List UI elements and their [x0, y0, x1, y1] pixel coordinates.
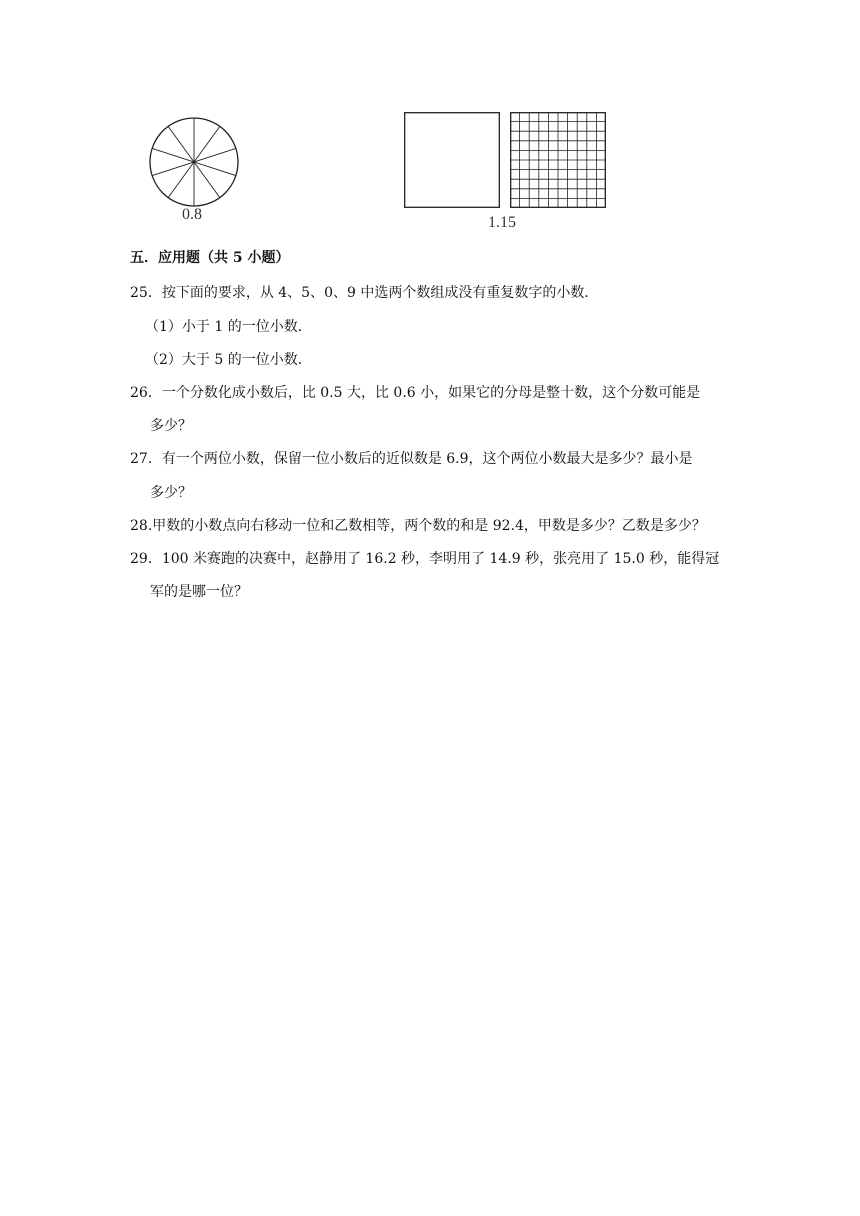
grid-lines: [510, 112, 606, 208]
question-29-line-1: 29．100 米赛跑的决赛中，赵静用了 16.2 秒，李明用了 14.9 秒，张亮用了 15.0 秒，能得冠: [130, 551, 720, 567]
question-27-line-1: 27．有一个两位小数，保留一位小数后的近似数是 6.9，这个两位小数最大是多少？最小是: [130, 451, 693, 467]
question-27-line-2: 多少？: [150, 485, 192, 501]
question-25-part-2: （2）大于 5 的一位小数．: [145, 352, 312, 368]
question-26-line-1: 26．一个分数化成小数后，比 0.5 大，比 0.6 小，如果它的分母是整十数，这个分数可能是: [130, 385, 701, 401]
question-26-line-2: 多少？: [150, 418, 192, 434]
question-25: 25．按下面的要求，从 4、5、0、9 中选两个数组成没有重复数字的小数．: [130, 285, 599, 301]
question-25-part-1: （1）小于 1 的一位小数．: [145, 319, 312, 335]
section-title: 五．应用题（共 5 小题）: [130, 250, 290, 266]
circle-figure-label: 0.8: [182, 206, 202, 223]
circle-division-lines: [152, 118, 236, 206]
grid-square-figure: [510, 112, 606, 208]
circle-figure: [148, 116, 240, 208]
question-28: 28.甲数的小数点向右移动一位和乙数相等，两个数的和是 92.4，甲数是多少？乙数是多少？: [130, 518, 706, 534]
empty-square-figure: [404, 112, 500, 208]
question-29-line-2: 军的是哪一位？: [150, 584, 248, 600]
grid-figure-label: 1.15: [488, 214, 516, 231]
